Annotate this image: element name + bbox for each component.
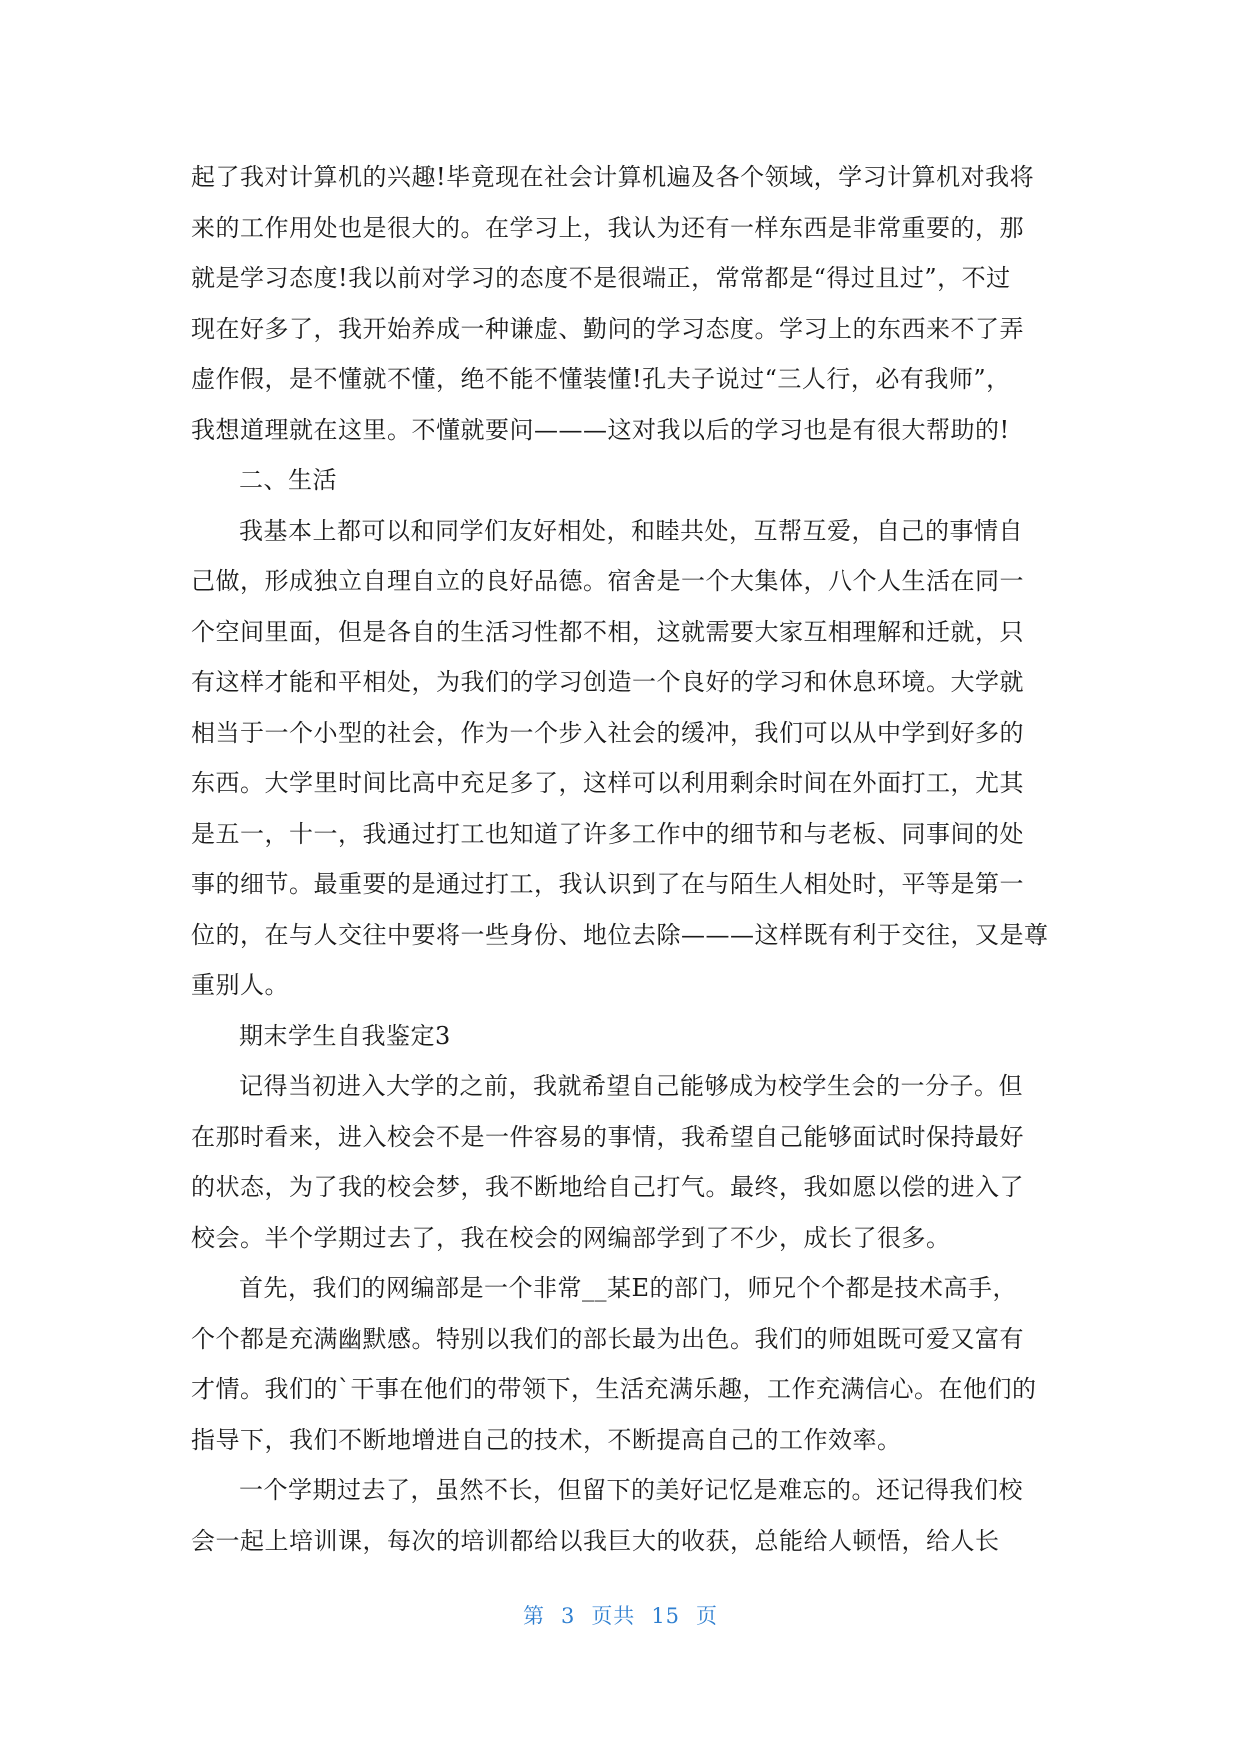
text-line: 相当于一个小型的社会，作为一个步入社会的缓冲，我们可以从中学到好多的: [191, 718, 1024, 747]
text-line: 就是学习态度!我以前对学习的态度不是很端正，常常都是“得过且过”，不过: [191, 264, 1011, 292]
text-line: 个空间里面，但是各自的生活习性都不相，这就需要大家互相理解和迁就，只: [191, 617, 1024, 646]
text-line: 个个都是充满幽默感。特别以我们的部长最为出色。我们的师姐既可爱又富有: [191, 1324, 1024, 1353]
text-line: 现在好多了，我开始养成一种谦虚、勤问的学习态度。学习上的东西来不了弄: [191, 314, 1024, 343]
text-line: 位的，在与人交往中要将一些身份、地位去除———这样既有利于交往，又是尊: [191, 920, 1049, 949]
body-text: [191, 152, 1053, 1566]
text-line: 己做，形成独立自理自立的良好品德。宿舍是一个大集体，八个人生活在同一: [191, 567, 1024, 595]
paragraph-start: 我基本上都可以和同学们友好相处，和睦共处，互帮互爱，自己的事情自: [239, 516, 1023, 545]
text-line: 指导下，我们不断地增进自己的技术，不断提高自己的工作效率。: [191, 1425, 902, 1454]
paragraph-start: 一个学期过去了，虽然不长，但留下的美好记忆是难忘的。还记得我们校: [239, 1476, 1023, 1504]
paragraph-start: 记得当初进入大学的之前，我就希望自己能够成为校学生会的一分子。但: [239, 1072, 1023, 1100]
text-line: 来的工作用处也是很大的。在学习上，我认为还有一样东西是非常重要的，那: [191, 213, 1024, 242]
footer-suffix: 页: [696, 1604, 719, 1628]
text-line: 会一起上培训课，每次的培训都给以我巨大的收获，总能给人顿悟，给人长: [191, 1526, 1000, 1555]
text-line: 起了我对计算机的兴趣!毕竟现在社会计算机遍及各个领域，学习计算机对我将: [191, 163, 1035, 191]
section-heading-appraisal-3: 期末学生自我鉴定3: [239, 1021, 451, 1050]
footer-prefix: 第: [522, 1604, 545, 1628]
text-line: 是五一，十一，我通过打工也知道了许多工作中的细节和与老板、同事间的处: [191, 819, 1024, 848]
text-line: 东西。大学里时间比高中充足多了，这样可以利用剩余时间在外面打工，尤其: [191, 769, 1024, 797]
paragraph-start: 首先，我们的网编部是一个非常__某E的部门，师兄个个都是技术高手，: [239, 1274, 1018, 1302]
text-line: 我想道理就在这里。不懂就要问———这对我以后的学习也是有很大帮助的!: [191, 415, 1010, 444]
text-line: 在那时看来，进入校会不是一件容易的事情，我希望自己能够面试时保持最好: [191, 1122, 1024, 1151]
text-line: 事的细节。最重要的是通过打工，我认识到了在与陌生人相处时，平等是第一: [191, 870, 1024, 898]
footer-total-pages: 15: [651, 1604, 681, 1628]
text-line: 才情。我们的`干事在他们的带领下，生活充满乐趣，工作充满信心。在他们的: [191, 1375, 1037, 1403]
text-line: 重别人。: [191, 971, 289, 999]
text-line: 的状态，为了我的校会梦，我不断地给自己打气。最终，我如愿以偿的进入了: [191, 1173, 1024, 1201]
text-line: 校会。半个学期过去了，我在校会的网编部学到了不少，成长了很多。: [191, 1223, 951, 1252]
text-line: 有这样才能和平相处，为我们的学习创造一个良好的学习和休息环境。大学就: [191, 668, 1024, 696]
page-footer: [0, 1600, 1241, 1630]
section-heading-life: 二、生活: [239, 466, 337, 494]
text-line: 虚作假，是不懂就不懂，绝不能不懂装懂!孔夫子说过“三人行，必有我师”，: [191, 365, 1011, 393]
footer-current-page: 3: [560, 1604, 576, 1628]
footer-middle: 页共: [591, 1604, 636, 1628]
